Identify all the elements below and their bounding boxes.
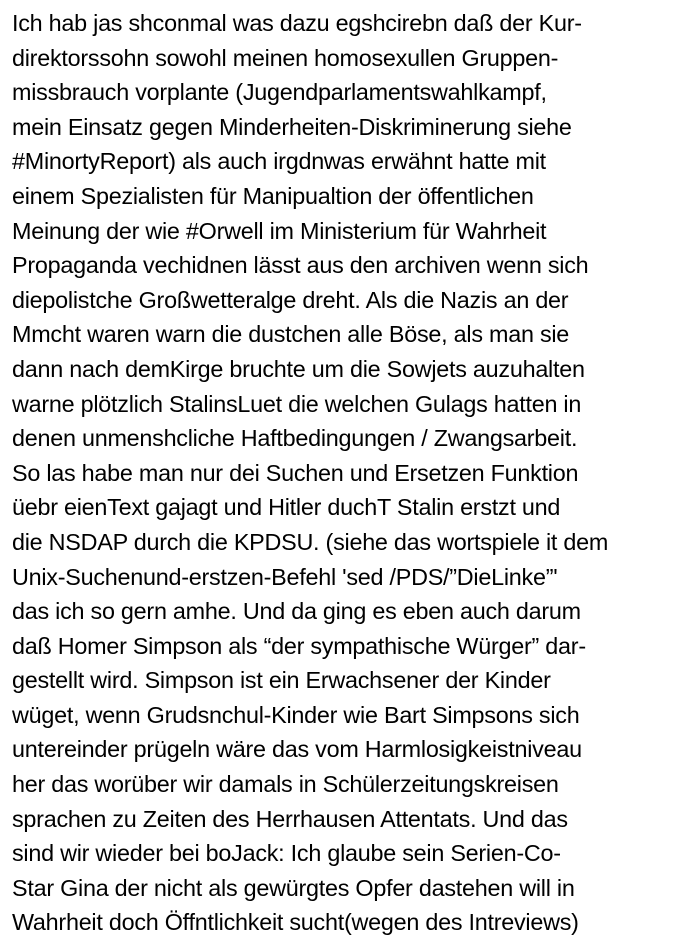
text-line-8: Propaganda vechidnen lässt aus den archiven wenn sich <box>12 252 589 279</box>
text-line-19: daß Homer Simpson als “der sympathische Würger” dar- <box>12 632 586 659</box>
text-line-12: warne plötzlich StalinsLuet die welchen Gulags hatten in <box>12 390 582 417</box>
text-line-21: wüget, wenn Grudsnchul-Kinder wie Bart Simpsons sich <box>12 701 580 728</box>
text-line-3: missbrauch vorplante (Jugendparlamentswahlkampf, <box>12 79 547 106</box>
text-line-16: die NSDAP durch die KPDSU. (siehe das wortspiele it dem <box>12 528 609 555</box>
text-line-25: sind wir wieder bei boJack: Ich glaube sein Serien-Co- <box>12 840 561 867</box>
text-line-5: #MinortyReport) als auch irgdnwas erwähnt hatte mit <box>12 148 546 175</box>
text-line-2: direktorssohn sowohl meinen homosexullen Gruppen- <box>12 44 559 71</box>
text-line-27: Wahrheit doch Öffntlichkeit sucht(wegen des Intreviews) <box>12 909 579 936</box>
text-line-4: mein Einsatz gegen Minderheiten-Diskriminerung siehe <box>12 113 572 140</box>
text-line-13: denen unmenshcliche Haftbedingungen / Zwangsarbeit. <box>12 425 578 452</box>
text-line-11: dann nach demKirge bruchte um die Sowjets auzuhalten <box>12 355 585 382</box>
text-line-24: sprachen zu Zeiten des Herrhausen Attentats. Und das <box>12 805 568 832</box>
text-line-14: So las habe man nur dei Suchen und Ersetzen Funktion <box>12 459 579 486</box>
document-page <box>12 6 680 940</box>
text-line-22: untereinder prügeln wäre das vom Harmlosigkeistniveau <box>12 736 582 763</box>
text-line-6: einem Spezialisten für Manipualtion der öffentlichen <box>12 182 534 209</box>
text-line-18: das ich so gern amhe. Und da ging es eben auch darum <box>12 598 581 625</box>
text-line-17: Unix-Suchenund-erstzen-Befehl 'sed /PDS/”DieLinke”' <box>12 563 558 590</box>
text-line-1: Ich hab jas shconmal was dazu egshcirebn daß der Kur- <box>12 10 582 36</box>
text-line-20: gestellt wird. Simpson ist ein Erwachsener der Kinder <box>12 667 551 694</box>
text-line-7: Meinung der wie #Orwell im Ministerium für Wahrheit <box>12 217 547 244</box>
text-line-26: Star Gina der nicht als gewürgtes Opfer dastehen will in <box>12 874 575 901</box>
text-line-15: üebr eienText gajagt und Hitler duchT Stalin erstzt und <box>12 494 561 521</box>
text-line-10: Mmcht waren warn die dustchen alle Böse, als man sie <box>12 321 570 348</box>
text-line-9: diepolistche Großwetteralge dreht. Als die Nazis an der <box>12 286 569 313</box>
text-line-23: her das worüber wir damals in Schülerzeitungskreisen <box>12 771 559 798</box>
